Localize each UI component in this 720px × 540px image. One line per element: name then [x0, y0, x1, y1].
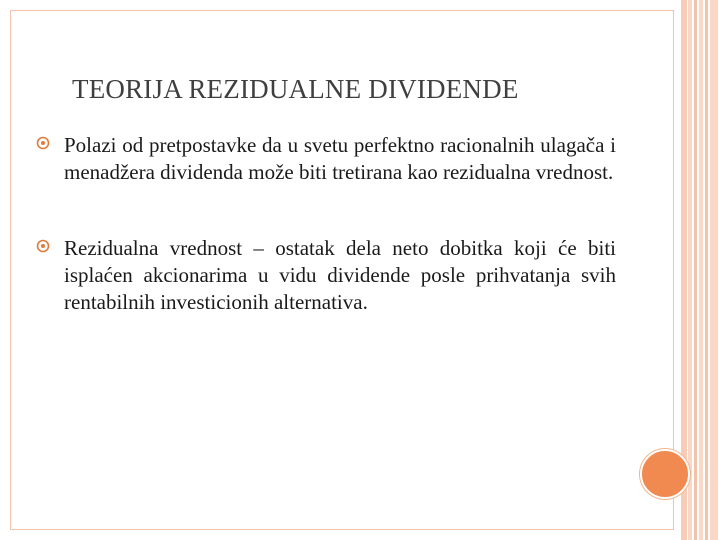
decorative-circle	[640, 449, 690, 499]
bullet-text: Polazi od pretpostavke da u svetu perfektno racionalnih ulagača i menadžera dividenda može biti tretirana kao rezidualna vrednost.	[64, 133, 616, 184]
decorative-stripe	[705, 0, 708, 540]
decorative-stripe	[710, 0, 718, 540]
decorative-stripe	[694, 0, 697, 540]
bullet-item	[36, 132, 616, 185]
bullet-text: Rezidualna vrednost – ostatak dela neto dobitka koji će biti isplaćen akcionarima u vidu dividende posle prihvatanja svih rentabilnih investicionih alternativa.	[64, 236, 616, 314]
slide-title: TEORIJA REZIDUALNE DIVIDENDE	[72, 74, 519, 104]
bullet-list	[36, 132, 616, 365]
decorative-stripe	[688, 0, 692, 540]
sun-icon	[36, 136, 50, 150]
sun-icon	[36, 239, 50, 253]
bullet-item	[36, 235, 616, 315]
decorative-stripe	[699, 0, 703, 540]
